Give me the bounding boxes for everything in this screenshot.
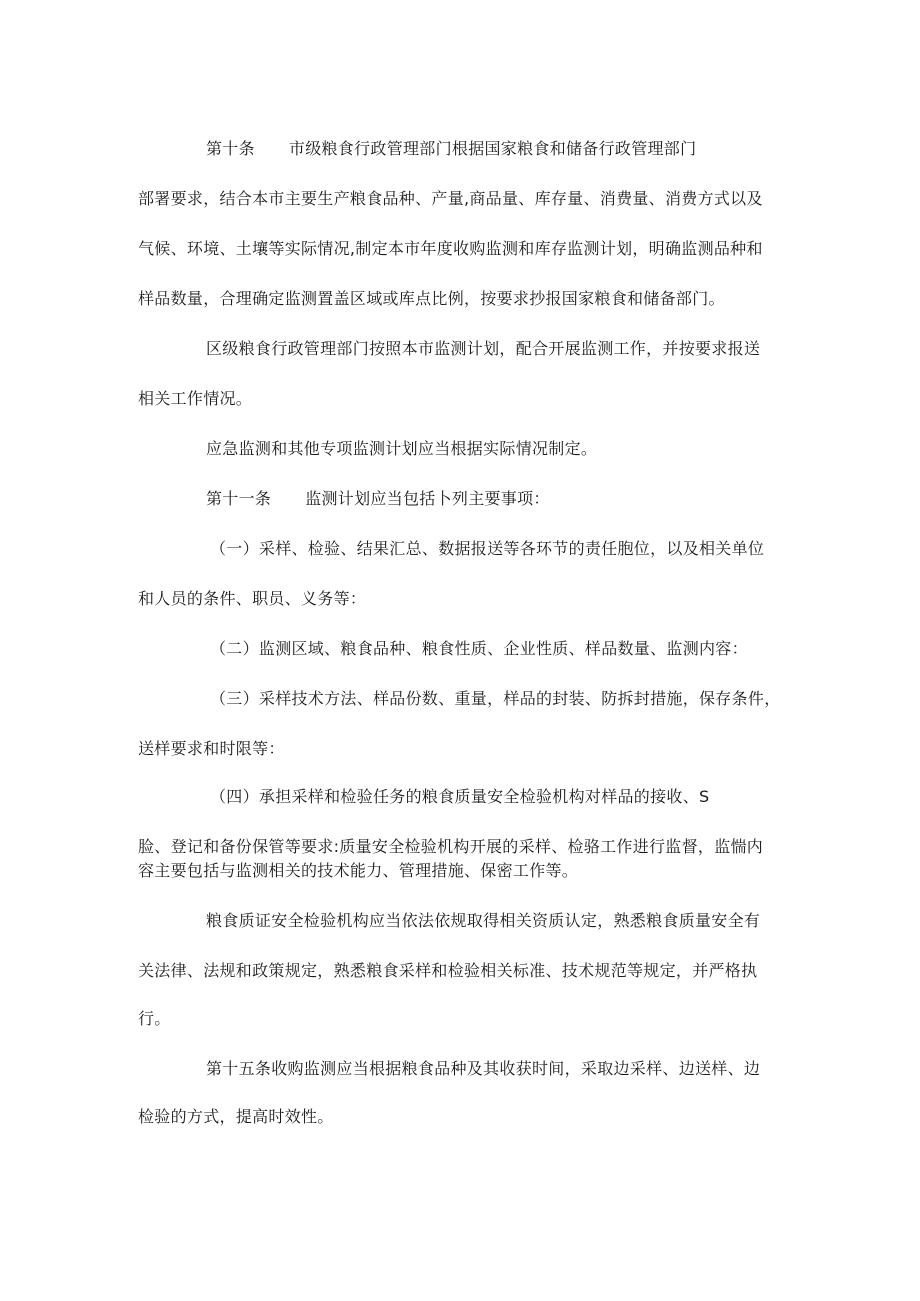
article-10-text: 市级粮食行政管理部门根据国家粮食和储备行政管理部门: [288, 139, 697, 158]
article-15-line-2-text: 检验的方式，提高时效性。: [138, 1107, 334, 1126]
lab-para-line-3: [138, 1008, 171, 1030]
lab-para-line-1-text: 粮食质证安全检验机构应当依法依规取得相关资质认定，熟悉粮食质量安全有: [206, 911, 761, 930]
item-1-line-2: [138, 588, 366, 610]
lab-para-line-3-text: 行。: [138, 1009, 171, 1028]
article-15-line-2: [138, 1106, 334, 1128]
item-3-line-1-text: （三）采样技术方法、样品份数、重量，样品的封装、防拆封措施，保存条件，: [210, 689, 781, 708]
article-10-line-3-text: 气候、环境、土壤等实际情况,制定本市年度收购监测和库存监测计划，明确监测品种和: [138, 239, 763, 258]
district-para-line-2-text: 相关工作情况。: [138, 389, 253, 408]
article-10-line-3: [138, 238, 763, 260]
emergency-para: [206, 438, 597, 460]
item-4-line-1: [210, 786, 709, 808]
item-1-line-1-text: （一）采样、检验、结果汇总、数据报送等各环节的责任胞位，以及相关单位: [210, 539, 765, 558]
item-1-line-1: [210, 538, 764, 560]
article-15-line-1-text: 第十五条收购监测应当根据粮食品种及其收获时间，采取边采样、边送样、边: [206, 1059, 761, 1078]
item-4-line-2-text: 脸、登记和备份保管等要求:质量安全检验机构开展的采样、检骆工作进行监督，监惴内: [138, 837, 764, 856]
article-10-line-2-text: 部署要求，结合本市主要生产粮食品种、产量,商品量、库存量、消费量、消费方式以及: [138, 189, 763, 208]
item-4-line-3: [138, 860, 578, 882]
district-para-line-1-text: 区级粮食行政管理部门按照本市监测计划，配合开展监测工作，并按要求报送: [206, 339, 761, 358]
item-4-line-2: [138, 836, 763, 858]
emergency-para-text: 应急监测和其他专项监测计划应当根据实际情况制定。: [206, 439, 598, 458]
article-11-heading: 第十一条: [206, 489, 272, 508]
item-4-line-1-text: （四）承担采样和检验任务的粮食质量安全检验机构对样品的接收、S: [210, 787, 710, 806]
article-11-text: 监测计划应当包括卜列主要事项：: [305, 489, 550, 508]
article-10-line-1: [206, 138, 696, 160]
item-4-line-3-text: 容主要包括与监测相关的技术能力、管理措施、保密工作等。: [138, 861, 579, 880]
article-10-line-4-text: 样品数量，合理确定监测置盖区域或库点比例，按要求抄报国家粮食和储备部门。: [138, 289, 725, 308]
lab-para-line-2-text: 关法律、法规和政策规定，熟悉粮食采样和检验相关标准、技术规范等规定，并严格执: [138, 961, 758, 980]
item-2-text: （二）监测区域、粮食品种、粮食性质、企业性质、样品数量、监测内容：: [210, 639, 748, 658]
article-10-line-2: [138, 188, 788, 210]
article-11-line: [206, 488, 550, 510]
lab-para-line-2: [138, 960, 757, 982]
article-15-line-1: [206, 1058, 760, 1080]
item-1-line-2-text: 和人员的条件、职员、义务等：: [138, 589, 367, 608]
article-10-heading: 第十条: [206, 139, 255, 158]
item-3-line-2-text: 送样要求和时限等：: [138, 739, 285, 758]
article-10-line-4: [138, 288, 725, 310]
item-3-line-2: [138, 738, 285, 760]
district-para-line-1: [206, 338, 760, 360]
lab-para-line-1: [206, 910, 760, 932]
item-3-line-1: [210, 688, 781, 710]
item-2-line: [210, 638, 748, 660]
district-para-line-2: [138, 388, 252, 410]
